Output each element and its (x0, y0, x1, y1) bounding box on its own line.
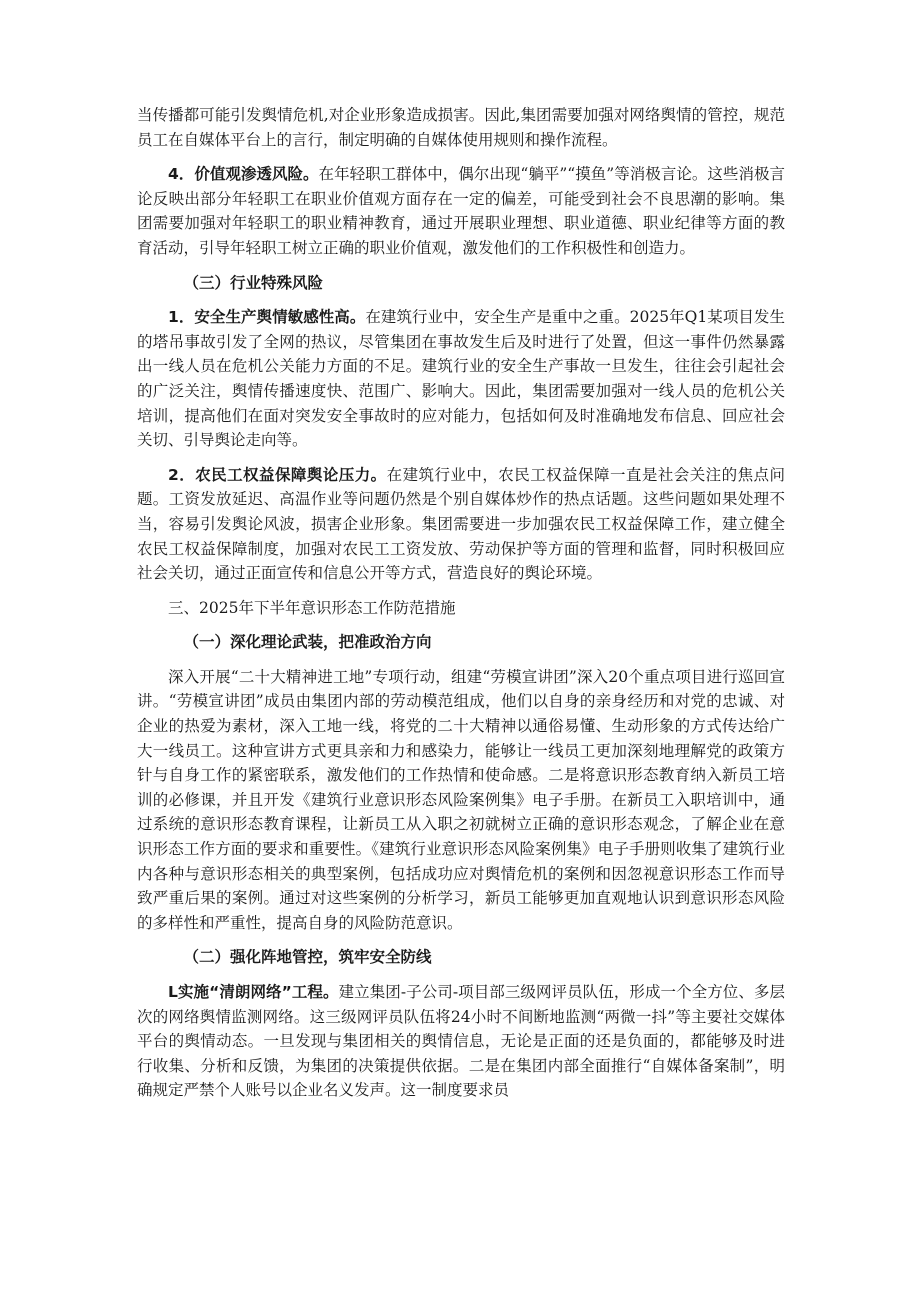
document-page (137, 103, 785, 1113)
paragraph-lead: L实施“清朗网络”工程。 (168, 983, 339, 1001)
paragraph-body: 在建筑行业中，安全生产是重中之重。2025年Q1某项目发生的塔吊事故引发了全网的热议，尽管集团在事故发生后及时进行了处置，但这一事件仍然暴露出一线人员在危机公关能力方面的不足。建筑行业的安全生产事故一旦发生，往往会引起社会的广泛关注，舆情传播速度快、范围广、影响大。因此，集团需要加强对一线人员的危机公关培训，提高他们在面对突发安全事故时的应对能力，包括如何及时准确地发布信息、回应社会关切、引导舆论走向等。 (137, 308, 785, 450)
paragraph-lead: 4．价值观渗透风险。 (168, 165, 319, 184)
section-heading-industry-risk: （三）行业特殊风险 (183, 273, 324, 292)
section-heading-theory: （一）深化理论武装，把准政治方向 (183, 633, 432, 652)
section-heading-measures: 三、2025年下半年意识形态工作防范措施 (168, 598, 456, 617)
paragraph-network-opinion-cont: 当传播都可能引发舆情危机,对企业形象造成损害。因此,集团需要加强对网络舆情的管控，规范员工在自媒体平台上的言行，制定明确的自媒体使用规则和操作流程。 (137, 106, 785, 149)
paragraph-values-risk (137, 162, 785, 260)
paragraph-safety-opinion (137, 305, 785, 453)
paragraph-body: 在年轻职工群体中，偶尔出现“躺平”“摸鱼”等消极言论。这些消极言论反映出部分年轻职工在职业价值观方面存在一定的偏差，可能受到社会不良思潮的影响。集团需要加强对年轻职工的职业精神教育，通过开展职业理想、职业道德、职业纪律等方面的教育活动，引导年轻职工树立正确的职业价值观，激发他们的工作积极性和创造力。 (137, 165, 785, 257)
paragraph-body: 建立集团-子公司-项目部三级网评员队伍，形成一个全方位、多层次的网络舆情监测网络。这三级网评员队伍将24小时不间断地监测“两微一抖”等主要社交媒体平台的舆情动态。一旦发现与集团相关的舆情信息，无论是正面的还是负面的，都能够及时进行收集、分析和反馈，为集团的决策提供依据。二是在集团内部全面推行“自媒体备案制”，明确规定严禁个人账号以企业名义发声。这一制度要求员 (137, 983, 785, 1100)
paragraph-lead: 1．安全生产舆情敏感性高。 (168, 308, 366, 327)
paragraph-migrant-worker-rights (137, 463, 785, 586)
section-heading-position-control: （二）强化阵地管控，筑牢安全防线 (183, 948, 432, 967)
paragraph-clean-network (137, 980, 785, 1103)
paragraph-lead: 2．农民工权益保障舆论压力。 (168, 465, 387, 484)
paragraph-theory-measures: 深入开展“二十大精神进工地”专项行动，组建“劳模宣讲团”深入20个重点项目进行巡回宣讲。“劳模宣讲团”成员由集团内部的劳动模范组成，他们以自身的亲身经历和对党的忠诚、对企业的热爱为素材，深入工地一线，将党的二十大精神以通俗易懂、生动形象的方式传达给广大一线员工。这种宣讲方式更具亲和力和感染力，能够让一线员工更加深刻地理解党的政策方针与自身工作的紧密联系，激发他们的工作热情和使命感。二是将意识形态教育纳入新员工培训的必修课，并且开发《建筑行业意识形态风险案例集》电子手册。在新员工入职培训中，通过系统的意识形态教育课程，让新员工从入职之初就树立正确的意识形态观念，了解企业在意识形态工作方面的要求和重要性。《建筑行业意识形态风险案例集》电子手册则收集了建筑行业内各种与意识形态相关的典型案例，包括成功应对舆情危机的案例和因忽视意识形态工作而导致严重后果的案例。通过对这些案例的分析学习，新员工能够更加直观地认识到意识形态风险的多样性和严重性，提高自身的风险防范意识。 (137, 667, 785, 932)
paragraph-body: 在建筑行业中，农民工权益保障一直是社会关注的焦点问题。工资发放延迟、高温作业等问题仍然是个别自媒体炒作的热点话题。这些问题如果处理不当，容易引发舆论风波，损害企业形象。集团需要进一步加强农民工权益保障工作，建立健全农民工权益保障制度，加强对农民工工资发放、劳动保护等方面的管理和监督，同时积极回应社会关切，通过正面宣传和信息公开等方式，营造良好的舆论环境。 (137, 465, 785, 583)
